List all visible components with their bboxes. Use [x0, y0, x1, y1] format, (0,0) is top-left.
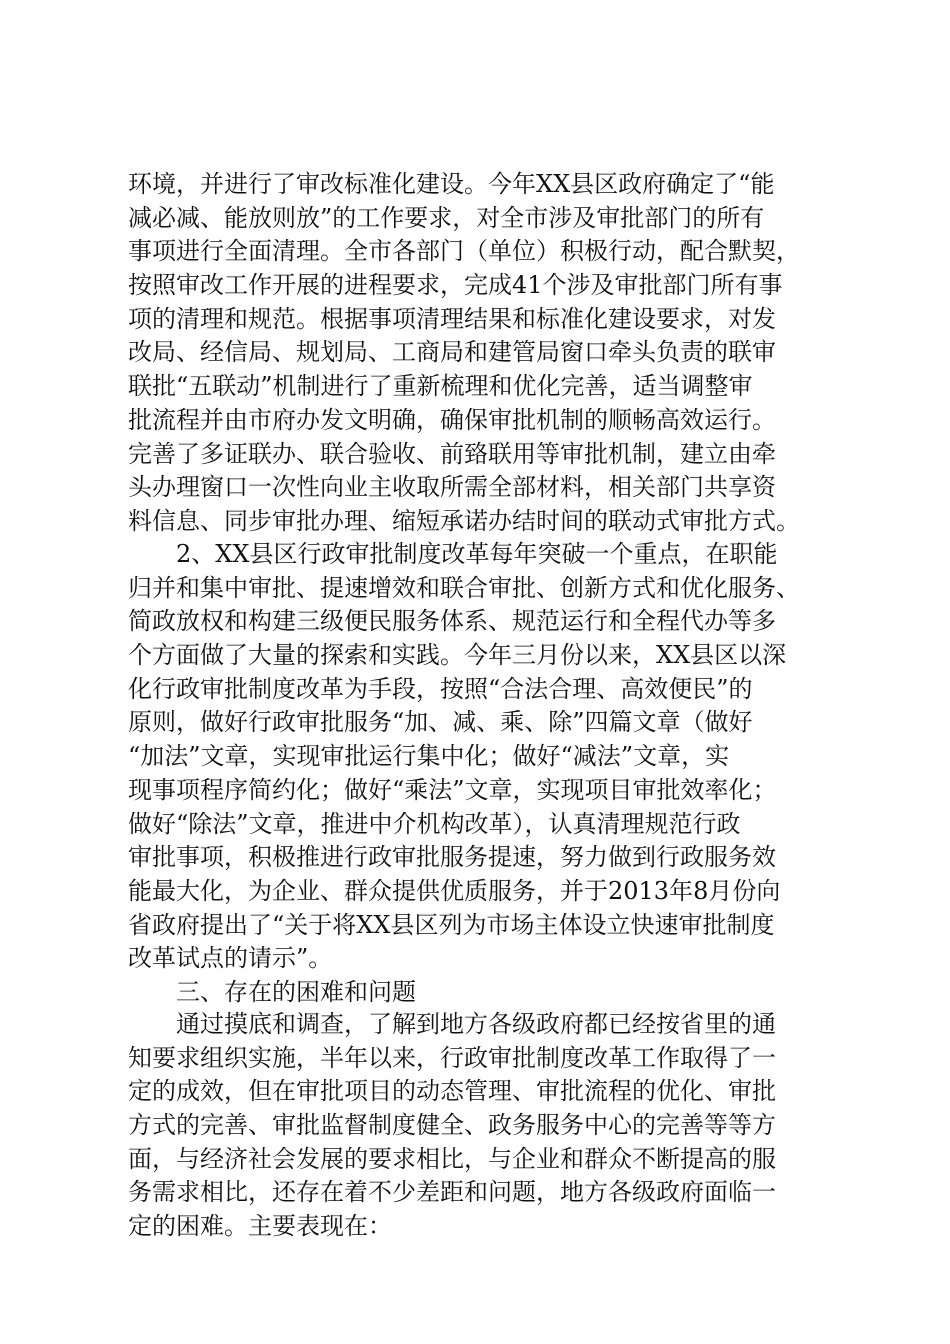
paragraph-2 — [128, 538, 828, 976]
paragraph-line: 知要求组织实施，半年以来，行政审批制度改革工作取得了一 — [128, 1043, 776, 1072]
paragraph-line: 务需求相比，还存在着不少差距和问题，地方各级政府面临一 — [128, 1178, 776, 1207]
paragraph-line: 做好“除法”文章，推进中介机构改革），认真清理规范行政 — [128, 809, 741, 838]
paragraph-line: 改局、经信局、规划局、工商局和建管局窗口牵头负责的联审 — [128, 338, 776, 367]
section-heading: 三、存在的困难和问题 — [176, 978, 416, 1006]
paragraph-line: 定的困难。主要表现在： — [128, 1212, 392, 1241]
paragraph-1 — [128, 168, 828, 539]
paragraph-line: 个方面做了大量的探索和实践。今年三月份以来，XX县区以深 — [128, 641, 787, 670]
paragraph-line: 审批事项，积极推进行政审批服务提速，努力做到行政服务效 — [128, 843, 776, 872]
paragraph-line: 联批“五联动”机制进行了重新梳理和优化完善，适当调整审 — [128, 372, 753, 401]
paragraph-line: 现事项程序简约化；做好“乘法”文章，实现项目审批效率化； — [128, 775, 777, 804]
paragraph-line: 减必减、能放则放”的工作要求，对全市涉及审批部门的所有 — [128, 203, 765, 232]
paragraph-line: 按照审改工作开展的进程要求，完成41个涉及审批部门所有事 — [128, 271, 783, 300]
paragraph-line: 简政放权和构建三级便民服务体系、规范运行和全程代办等多 — [128, 607, 776, 636]
paragraph-line: 原则，做好行政审批服务“加、减、乘、除”四篇文章（做好 — [128, 708, 753, 737]
paragraph-line: 料信息、同步审批办理、缩短承诺办结时间的联动式审批方式。 — [128, 506, 800, 535]
section-3 — [128, 976, 828, 1010]
paragraph-line: 化行政审批制度改革为手段，按照“合法合理、高效便民”的 — [128, 674, 753, 703]
paragraph-line: 归并和集中审批、提速增效和联合审批、创新方式和优化服务、 — [128, 573, 800, 602]
paragraph-line: 批流程并由市府办发文明确，确保审批机制的顺畅高效运行。 — [128, 405, 776, 434]
paragraph-line: 改革试点的请示”。 — [128, 944, 333, 973]
paragraph-line: 2、XX县区行政审批制度改革每年突破一个重点，在职能 — [176, 540, 778, 568]
paragraph-line: 环境，并进行了审改标准化建设。今年XX县区政府确定了“能 — [128, 170, 775, 198]
paragraph-line: 能最大化，为企业、群众提供优质服务，并于2013年8月份向 — [128, 876, 781, 905]
paragraph-line: 方式的完善、审批监督制度健全、政务服务中心的完善等等方 — [128, 1111, 776, 1140]
paragraph-line: 通过摸底和调查，了解到地方各级政府都已经按省里的通 — [176, 1010, 776, 1038]
paragraph-line: 面，与经济社会发展的要求相比，与企业和群众不断提高的服 — [128, 1144, 776, 1173]
paragraph-3 — [128, 1008, 828, 1244]
paragraph-line: 完善了多证联办、联合验收、前臵联用等审批机制，建立由牵 — [128, 439, 776, 468]
paragraph-line: “加法”文章，实现审批运行集中化；做好“减法”文章，实 — [128, 742, 730, 771]
paragraph-line: 头办理窗口一次性向业主收取所需全部材料，相关部门共享资 — [128, 473, 776, 502]
paragraph-line: 事项进行全面清理。全市各部门（单位）积极行动，配合默契， — [128, 237, 800, 266]
paragraph-line: 定的成效，但在审批项目的动态管理、审批流程的优化、审批 — [128, 1077, 776, 1106]
paragraph-line: 省政府提出了“关于将XX县区列为市场主体设立快速审批制度 — [128, 910, 775, 939]
paragraph-line: 项的清理和规范。根据事项清理结果和标准化建设要求，对发 — [128, 304, 776, 333]
